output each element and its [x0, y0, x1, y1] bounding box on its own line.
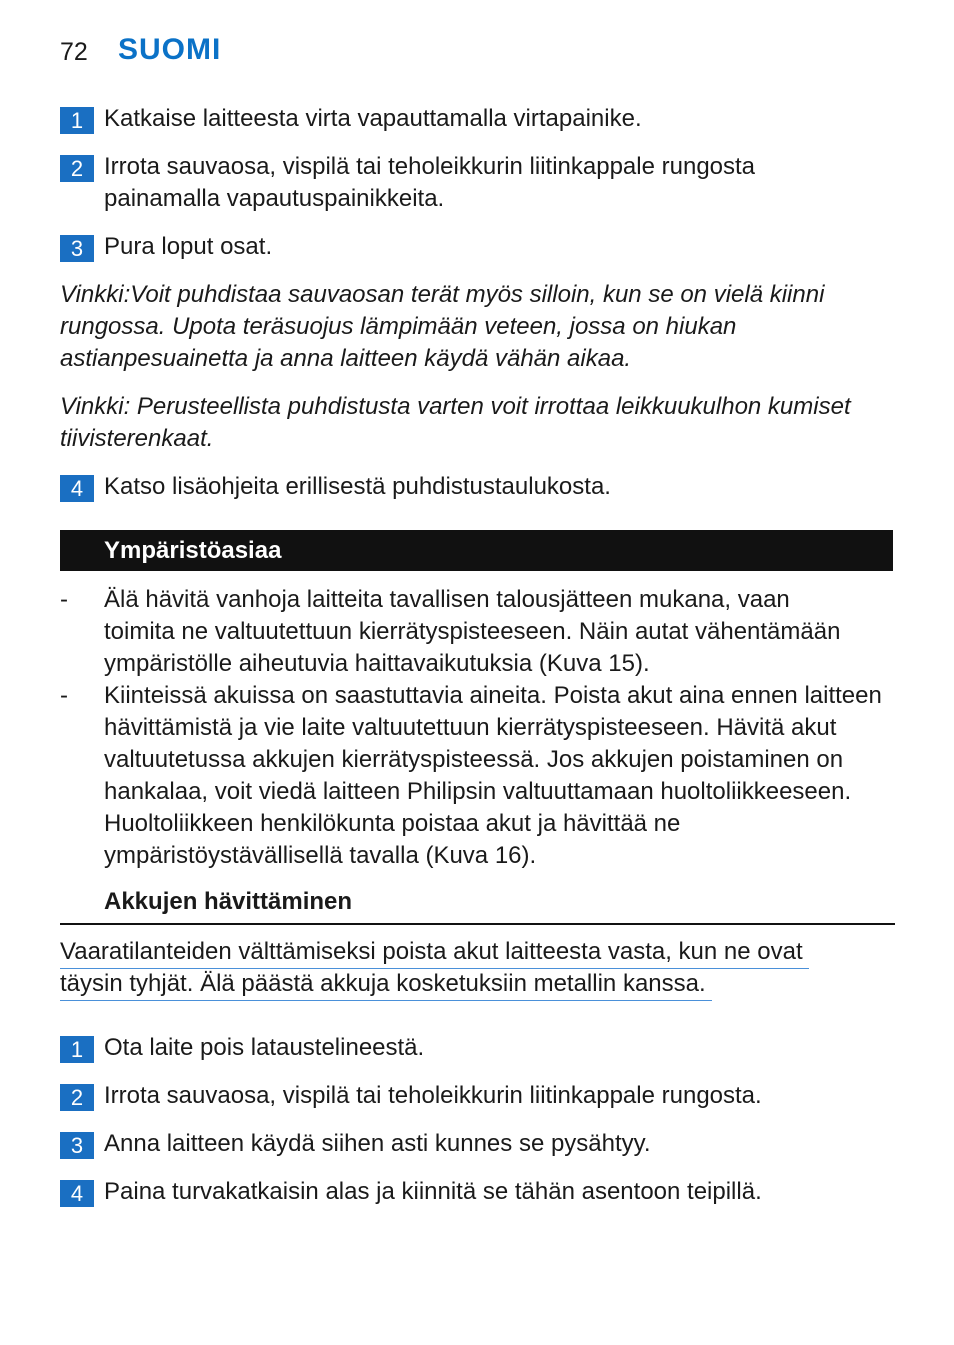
step-text: painamalla vapautuspainikkeita. [104, 185, 445, 212]
step-number-badge: 1 [60, 107, 94, 134]
tip-line: tiivisterenkaat. [60, 425, 214, 452]
step-text: Katkaise laitteesta virta vapauttamalla virtapainike. [104, 105, 642, 132]
step-text: Pura loput osat. [104, 233, 273, 260]
step-text: Irrota sauvaosa, vispilä tai teholeikkurin liitinkappale rungosta. [104, 1082, 762, 1109]
tip-line: Vinkki:Voit puhdistaa sauvaosan terät myös silloin, kun se on vielä kiinni [60, 281, 825, 308]
section-title: Ympäristöasiaa [104, 537, 282, 564]
step-text: Anna laitteen käydä siihen asti kunnes se pysähtyy. [104, 1130, 651, 1157]
tip-line: astianpesuainetta ja anna laitteen käydä vähän aikaa. [60, 345, 632, 372]
warning-line [60, 968, 712, 1001]
step-number-badge: 4 [60, 475, 94, 502]
step-text: Paina turvakatkaisin alas ja kiinnitä se tähän asentoon teipillä. [104, 1178, 762, 1205]
bullet-text: Älä hävitä vanhoja laitteita tavallisen talousjätteen mukana, vaan toimita ne valtuutettuun kierrätyspisteeseen. Näin autat vähentämään ympäristölle aiheutuvia haittavaikutuksia (Kuva 15). [104, 586, 841, 677]
step-number-badge: 3 [60, 1132, 94, 1159]
step-text: Irrota sauvaosa, vispilä tai teholeikkurin liitinkappale rungosta [104, 153, 756, 180]
step-number-badge: 4 [60, 1180, 94, 1207]
warning-text: täysin tyhjät. Älä päästä akkuja kosketuksiin metallin kanssa. [60, 968, 712, 1001]
bullet-dash: - [60, 586, 68, 613]
tip-line: Vinkki: Perusteellista puhdistusta varten voit irrottaa leikkuukulhon kumiset [60, 393, 851, 420]
step-number-badge: 3 [60, 235, 94, 262]
tip-line: rungossa. Upota teräsuojus lämpimään veteen, jossa on hiukan [60, 313, 737, 340]
step-text: Katso lisäohjeita erillisestä puhdistustaulukosta. [104, 473, 611, 500]
step-number-badge: 2 [60, 155, 94, 182]
bullet-text: Kiinteissä akuissa on saastuttavia aineita. Poista akut aina ennen laitteen hävittämistä ja vie laite valtuutettuun kierrätyspisteeseen. Hävitä akut valtuutetussa akkujen kierrätyspisteessä. Jos akkujen poistaminen on hankalaa, voit viedä laitteen Philipsin valtuuttamaan huoltoliikkeeseen. Huoltoliikkeen henkilökunta poistaa akut ja hävittää ne ympäristöystävällisellä tavalla (Kuva 16). [104, 682, 882, 869]
subsection-title: Akkujen hävittäminen [104, 888, 353, 915]
language-title: SUOMI [118, 33, 222, 66]
warning-text: Vaaratilanteiden välttämiseksi poista akut laitteesta vasta, kun ne ovat [60, 936, 809, 969]
step-text: Ota laite pois lataustelineestä. [104, 1034, 425, 1061]
warning-line [60, 936, 809, 969]
section-banner [60, 530, 893, 571]
page-number: 72 [60, 38, 88, 66]
bullet-dash: - [60, 682, 68, 709]
step-number-badge: 2 [60, 1084, 94, 1111]
step-number-badge: 1 [60, 1036, 94, 1063]
divider [60, 923, 895, 925]
